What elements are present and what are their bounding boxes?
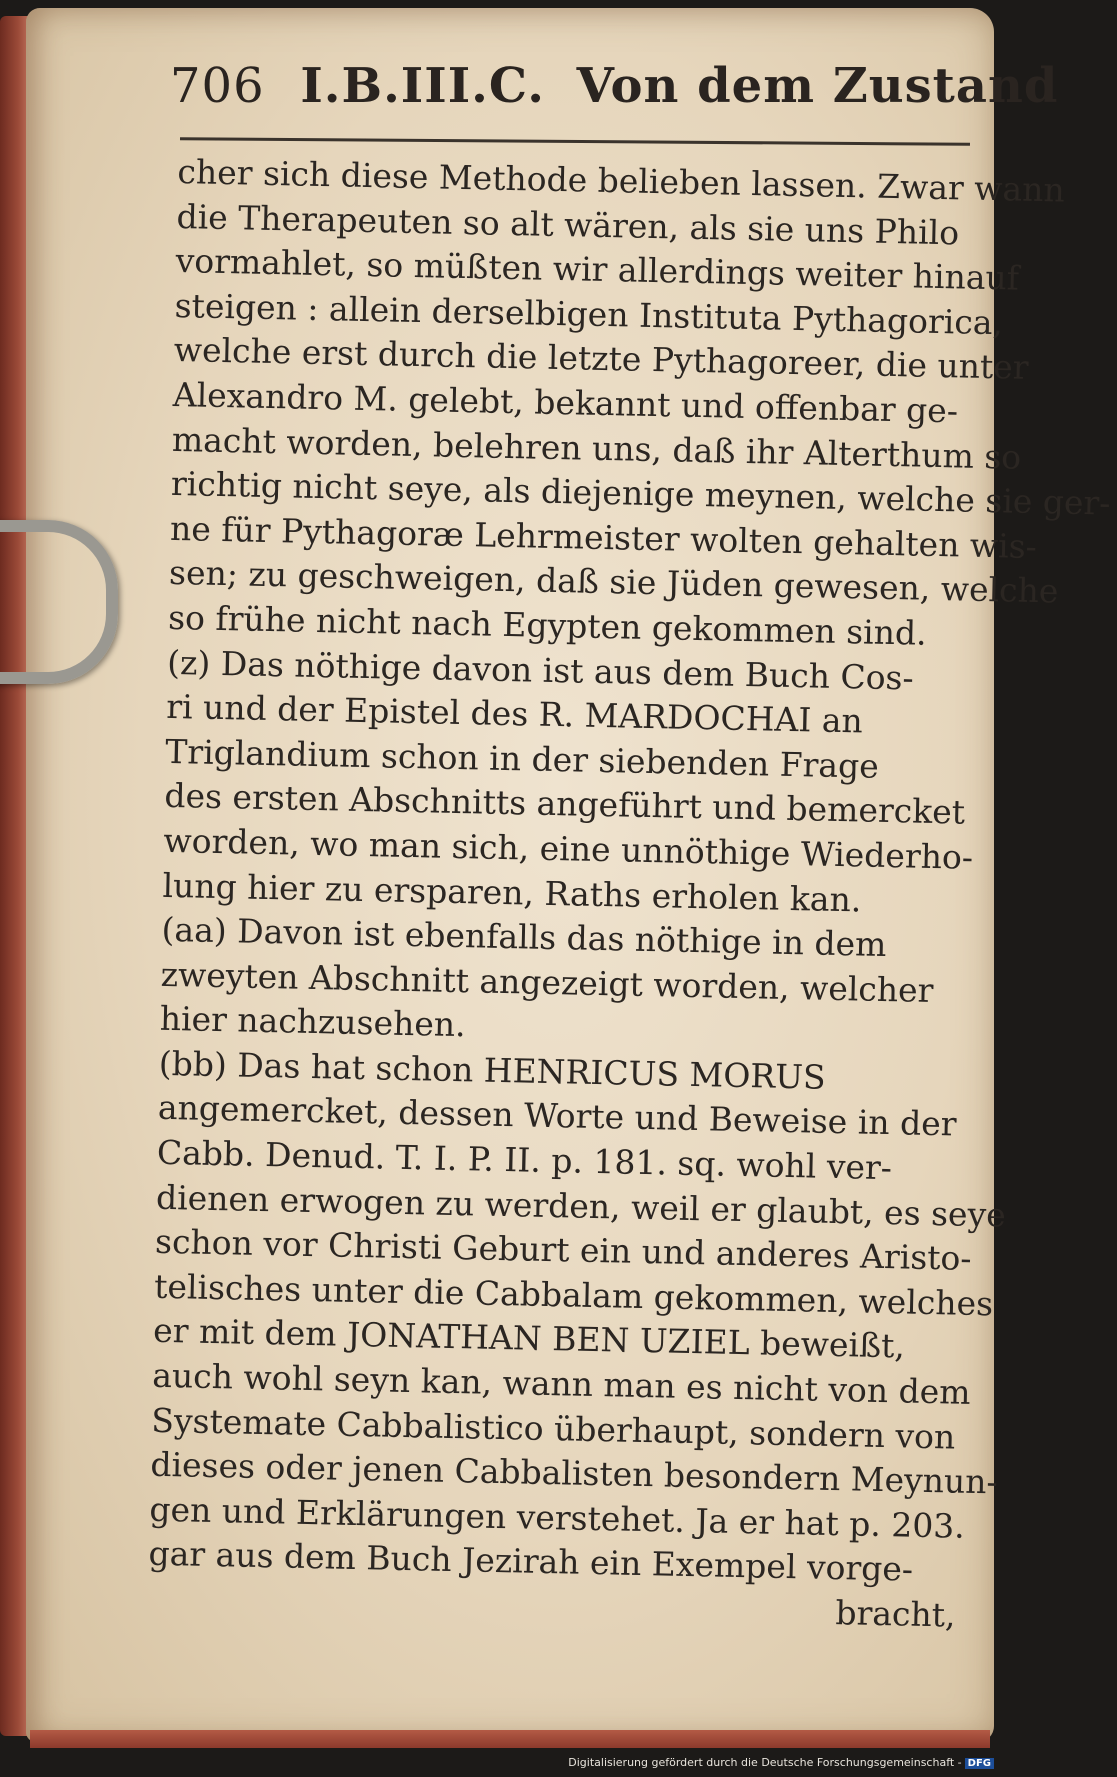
text-line: die Therapeuten so alt wären, als sie uns Philo [176,196,960,252]
text-line: gen und Erklärungen verstehet. Ja er hat p. 203. [149,1489,966,1546]
text-line: lung hier zu ersparen, Raths erholen kan. [162,865,862,919]
text-line: Triglandium schon in der siebenden Frage [165,731,880,786]
text-line: dieses oder jenen Cabbalisten besondern Meynun- [150,1444,999,1502]
text-line: Cabb. Denud. T. I. P. II. p. 181. sq. wohl ver- [156,1132,893,1188]
credit-text: Digitalisierung gefördert durch die Deutsche Forschungsgemeinschaft - [568,1756,962,1769]
text-line: macht worden, belehren uns, daß ihr Alterthum so [171,419,1022,477]
text-line: steigen : allein derselbigen Instituta Pythagorica, [174,285,1004,343]
text-line: ne für Pythagoræ Lehrmeister wolten gehalten wis- [169,508,1038,566]
text-line: des ersten Abschnitts angeführt und bemercket [164,776,966,832]
text-line: dienen erwogen zu werden, weil er glaubt, es seye [155,1177,1007,1235]
page-body-text [147,150,1111,1638]
text-line: schon vor Christi Geburt ein und anderes Aristo- [154,1222,972,1279]
text-line: sen; zu geschweigen, daß sie Jüden gewesen, welche [168,553,1059,611]
text-line: Alexandro M. gelebt, bekannt und offenbar ge- [172,374,959,431]
text-line: so frühe nicht nach Egypten gekommen sind. [167,597,927,653]
text-line: angemercket, dessen Worte und Beweise in der [157,1088,957,1144]
page-number: 706 [170,58,265,114]
catchword: bracht, [835,1593,956,1635]
text-line: auch wohl seyn kan, wann man es nicht von dem [151,1355,971,1412]
dfg-logo: DFG [965,1758,994,1769]
page-bottom-edge [30,1730,990,1748]
text-line: welche erst durch die letzte Pythagoreer, die unter [173,330,1029,388]
text-line: worden, wo man sich, eine unnöthige Wiederho- [163,820,974,877]
footnote-z-line: (z) Das nöthige davon ist aus dem Buch Cos- [166,642,915,698]
text-line: Systemate Cabbalistico überhaupt, sondern von [150,1400,956,1457]
digitization-credit [568,1756,994,1769]
running-header [170,58,1059,114]
text-line: vormahlet, so müßten wir allerdings weiter hinauf [175,241,1020,298]
footnote-aa-line: (aa) Davon ist ebenfalls das nöthige in dem [161,909,887,965]
text-line: hier nachzusehen. [159,999,467,1045]
text-line: zweyten Abschnitt angezeigt worden, welcher [160,954,934,1010]
text-line: telisches unter die Cabbalam gekommen, welches [153,1266,994,1324]
text-line: richtig nicht seye, als diejenige meynen, welche sie ger- [170,464,1111,523]
text-line: ri und der Epistel des R. MARDOCHAI an [165,687,864,741]
text-line: cher sich diese Methode belieben lassen. Zwar wann [177,151,1066,210]
text-line: er mit dem JONATHAN BEN UZIEL beweißt, [152,1311,906,1366]
book-reference: I.B.III.C. [300,58,545,114]
page-clip [0,520,118,684]
text-line: gar aus dem Buch Jezirah ein Exempel vorge- [148,1534,914,1590]
footnote-bb-line: (bb) Das hat schon HENRICUS MORUS [158,1043,827,1097]
running-title: Von dem Zustand [576,58,1059,114]
